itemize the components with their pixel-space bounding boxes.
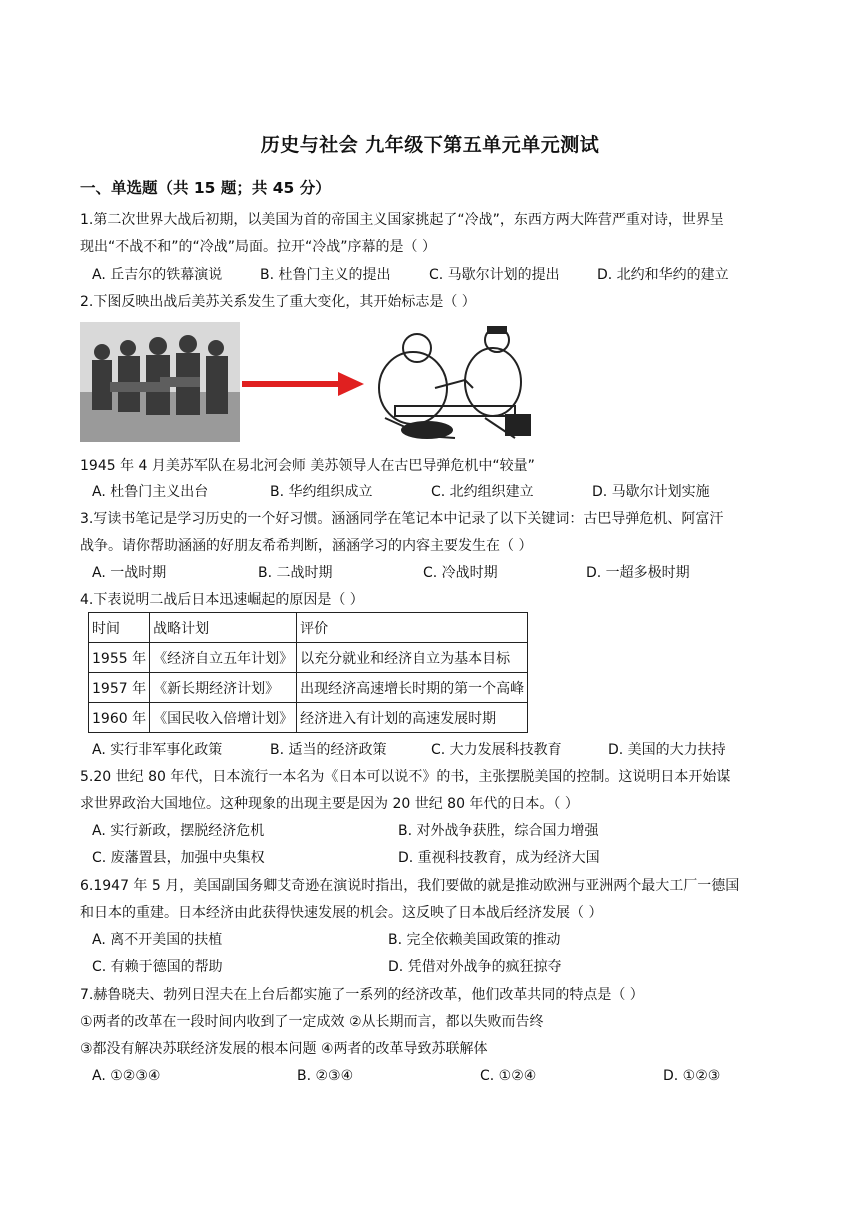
q6-line1: 6.1947 年 5 月，美国副国务卿艾奇逊在演说时指出，我们要做的就是推动欧洲与亚洲两个最大工厂一德国 (80, 878, 740, 894)
table-header-cell: 评价 (297, 613, 528, 643)
q6-option-a: A. 离不开美国的扶植 (92, 932, 223, 948)
q1-line1: 1.第二次世界大战后初期，以美国为首的帝国主义国家挑起了“冷战”，东西方两大阵营严重对诗，世界呈 (80, 212, 724, 228)
q3-option-c: C. 冷战时期 (423, 565, 498, 581)
q6-option-b: B. 完全依赖美国政策的推动 (388, 932, 561, 948)
q5-line1: 5.20 世纪 80 年代，日本流行一本名为《日本可以说不》的书，主张摆脱美国的控制。这说明日本开始谋 (80, 769, 731, 785)
q7-option-a: A. ①②③④ (92, 1068, 161, 1084)
q6-option-c: C. 有赖于德国的帮助 (92, 959, 223, 975)
q4-option-a: A. 实行非军事化政策 (92, 742, 223, 758)
table-cell: 1960 年 (89, 703, 150, 733)
table-cell: 1957 年 (89, 673, 150, 703)
q7-option-c: C. ①②④ (480, 1068, 537, 1084)
q7-line2: ①两者的改革在一段时间内收到了一定成效 ②从长期而言，都以失败而告终 (80, 1014, 544, 1030)
q2-option-a: A. 杜鲁门主义出台 (92, 484, 209, 500)
page-title: 历史与社会 九年级下第五单元单元测试 (260, 134, 600, 156)
cold-war-cartoon (365, 318, 540, 444)
table-cell: 1955 年 (89, 643, 150, 673)
q6-option-d: D. 凭借对外战争的疯狂掠夺 (388, 959, 562, 975)
table-cell: 以充分就业和经济自立为基本目标 (297, 643, 528, 673)
q3-option-a: A. 一战时期 (92, 565, 167, 581)
japan-plan-table (88, 612, 528, 733)
table-row (89, 643, 528, 673)
q4-option-b: B. 适当的经济政策 (270, 742, 387, 758)
q2-option-d: D. 马歇尔计划实施 (592, 484, 710, 500)
q5-option-a: A. 实行新政，摆脱经济危机 (92, 823, 265, 839)
table-cell: 《经济自立五年计划》 (150, 643, 297, 673)
q4-option-d: D. 美国的大力扶持 (608, 742, 726, 758)
q4-line1: 4.下表说明二战后日本迅速崛起的原因是（ ） (80, 592, 364, 608)
q3-line1: 3.写读书笔记是学习历史的一个好习惯。涵涵同学在笔记本中记录了以下关键词：古巴导弹危机、阿富汗 (80, 511, 724, 527)
q3-option-d: D. 一超多极时期 (586, 565, 690, 581)
q2-image-caption: 1945 年 4 月美苏军队在易北河会师 美苏领导人在古巴导弹危机中“较量” (80, 458, 535, 474)
q5-option-c: C. 废藩置县，加强中央集权 (92, 850, 265, 866)
q1-option-b: B. 杜鲁门主义的提出 (260, 267, 391, 283)
arrow-icon (242, 372, 364, 396)
q6-line2: 和日本的重建。日本经济由此获得快速发展的机会。这反映了日本战后经济发展（ ） (80, 905, 603, 921)
table-cell: 《国民收入倍增计划》 (150, 703, 297, 733)
q1-option-d: D. 北约和华约的建立 (597, 267, 729, 283)
q2-option-b: B. 华约组织成立 (270, 484, 373, 500)
elbe-meeting-photo (80, 322, 240, 442)
q5-option-b: B. 对外战争获胜，综合国力增强 (398, 823, 599, 839)
section-heading: 一、单选题（共 15 题；共 45 分） (80, 179, 331, 197)
q3-option-b: B. 二战时期 (258, 565, 333, 581)
table-cell: 经济进入有计划的高速发展时期 (297, 703, 528, 733)
table-row (89, 703, 528, 733)
q5-option-d: D. 重视科技教育，成为经济大国 (398, 850, 600, 866)
q3-line2: 战争。请你帮助涵涵的好朋友希希判断，涵涵学习的内容主要发生在（ ） (80, 538, 533, 554)
q1-line2: 现出“不战不和”的“冷战”局面。拉开“冷战”序幕的是（ ） (80, 239, 436, 255)
q1-option-c: C. 马歇尔计划的提出 (429, 267, 560, 283)
q4-option-c: C. 大力发展科技教育 (431, 742, 562, 758)
q7-option-d: D. ①②③ (663, 1068, 721, 1084)
q5-line2: 求世界政治大国地位。这种现象的出现主要是因为 20 世纪 80 年代的日本。（ ） (80, 796, 579, 812)
q1-option-a: A. 丘吉尔的铁幕演说 (92, 267, 223, 283)
table-header-row (89, 613, 528, 643)
q7-line1: 7.赫鲁晓夫、勃列日涅夫在上台后都实施了一系列的经济改革，他们改革共同的特点是（ ） (80, 987, 644, 1003)
table-cell: 出现经济高速增长时期的第一个高峰 (297, 673, 528, 703)
table-header-cell: 时间 (89, 613, 150, 643)
q7-option-b: B. ②③④ (297, 1068, 354, 1084)
q2-option-c: C. 北约组织建立 (431, 484, 534, 500)
table-cell: 《新长期经济计划》 (150, 673, 297, 703)
table-row (89, 673, 528, 703)
q7-line3: ③都没有解决苏联经济发展的根本问题 ④两者的改革导致苏联解体 (80, 1041, 488, 1057)
q2-line1: 2.下图反映出战后美苏关系发生了重大变化，其开始标志是（ ） (80, 294, 476, 310)
table-header-cell: 战略计划 (150, 613, 297, 643)
